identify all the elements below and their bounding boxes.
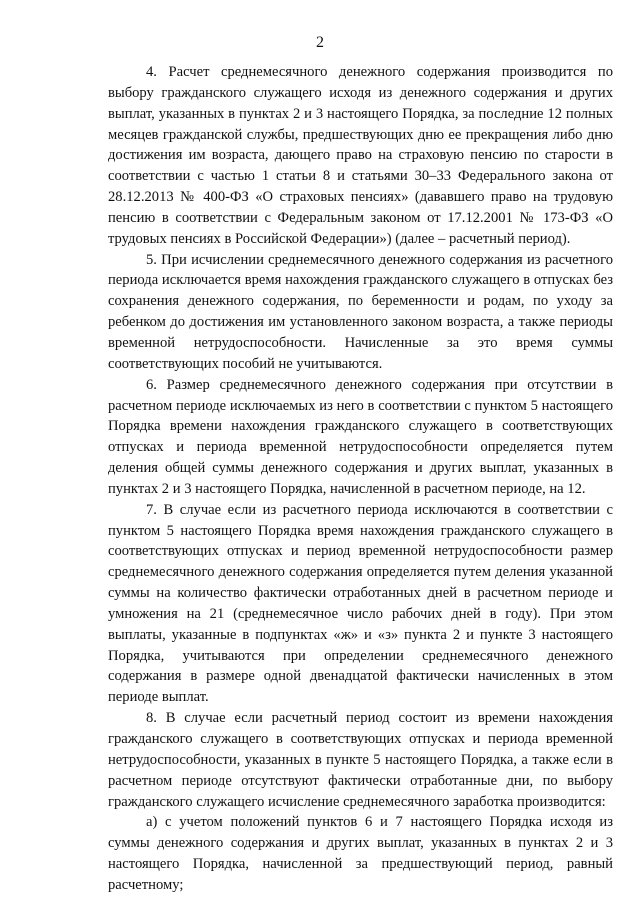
subparagraph-a: а) с учетом положений пунктов 6 и 7 настоящего Порядка исходя из суммы денежного содержания и других выплат, указанных в пунктах 2 и 3 настоящего Порядка, начисленной за предшествующий период, равный расчетному;: [108, 814, 613, 893]
paragraph-5: 5. При исчислении среднемесячного денежного содержания из расчетного периода исключается время нахождения гражданского служащего в отпусках без сохранения денежного содержания, по беременности и родам, по уходу за ребенком до достижения им установленного законом возраста, а также периоды временной нетрудоспособности. Начисленные за это время суммы соответствующих пособий не учитываются.: [108, 251, 613, 372]
paragraph-4: 4. Расчет среднемесячного денежного содержания производится по выбору гражданского служащего исходя из денежного содержания и других выплат, указанных в пунктах 2 и 3 настоящего Порядка, за последние 12 полных месяцев гражданской службы, предшествующих дню ее прекращения либо дню достижения им возраста, дающего право на страховую пенсию по старости в соответствии с частью 1 статьи 8 и статьями 30–33 Федерального закона от 28.12.2013 № 400-ФЗ «О страховых пенсиях» (дававшего право на трудовую пенсию в соответствии с Федеральным законом от 17.12.2001 № 173-ФЗ «О трудовых пенсиях в Российской Федерации») (далее – расчетный период).: [108, 64, 613, 247]
paragraph-8: 8. В случае если расчетный период состоит из времени нахождения гражданского служащего в соответствующих отпусках и периода временной нетрудоспособности, указанных в пункте 5 настоящего Порядка, а также если в расчетном периоде отсутствуют фактически отработанные дни, по выбору гражданского служащего исчисление среднемесячного заработка производится:: [108, 710, 613, 810]
paragraph-7: 7. В случае если из расчетного периода исключаются в соответствии с пунктом 5 настоящего Порядка время нахождения гражданского служащего в соответствующих отпусках и период временной нетрудоспособности размер среднемесячного денежного содержания определяется путем деления указанной суммы на количество фактически отработанных дней в расчетном периоде и умножения на 21 (среднемесячное число рабочих дней в году). При этом выплаты, указанные в подпунктах «ж» и «з» пункта 2 и пункте 3 настоящего Порядка, учитываются при определении среднемесячного денежного содержания в размере одной двенадцатой фактически начисленных в этом периоде выплат.: [108, 501, 613, 706]
paragraph-6: 6. Размер среднемесячного денежного содержания при отсутствии в расчетном периоде исключаемых из него в соответствии с пунктом 5 настоящего Порядка времени нахождения гражданского служащего в соответствующих отпусках и периода временной нетрудоспособности определяется путем деления общей суммы денежного содержания и других выплат, указанных в пунктах 2 и 3 настоящего Порядка, начисленной в расчетном периоде, на 12.: [108, 376, 613, 497]
document-body: [108, 62, 613, 896]
page-number: 2: [316, 34, 324, 51]
